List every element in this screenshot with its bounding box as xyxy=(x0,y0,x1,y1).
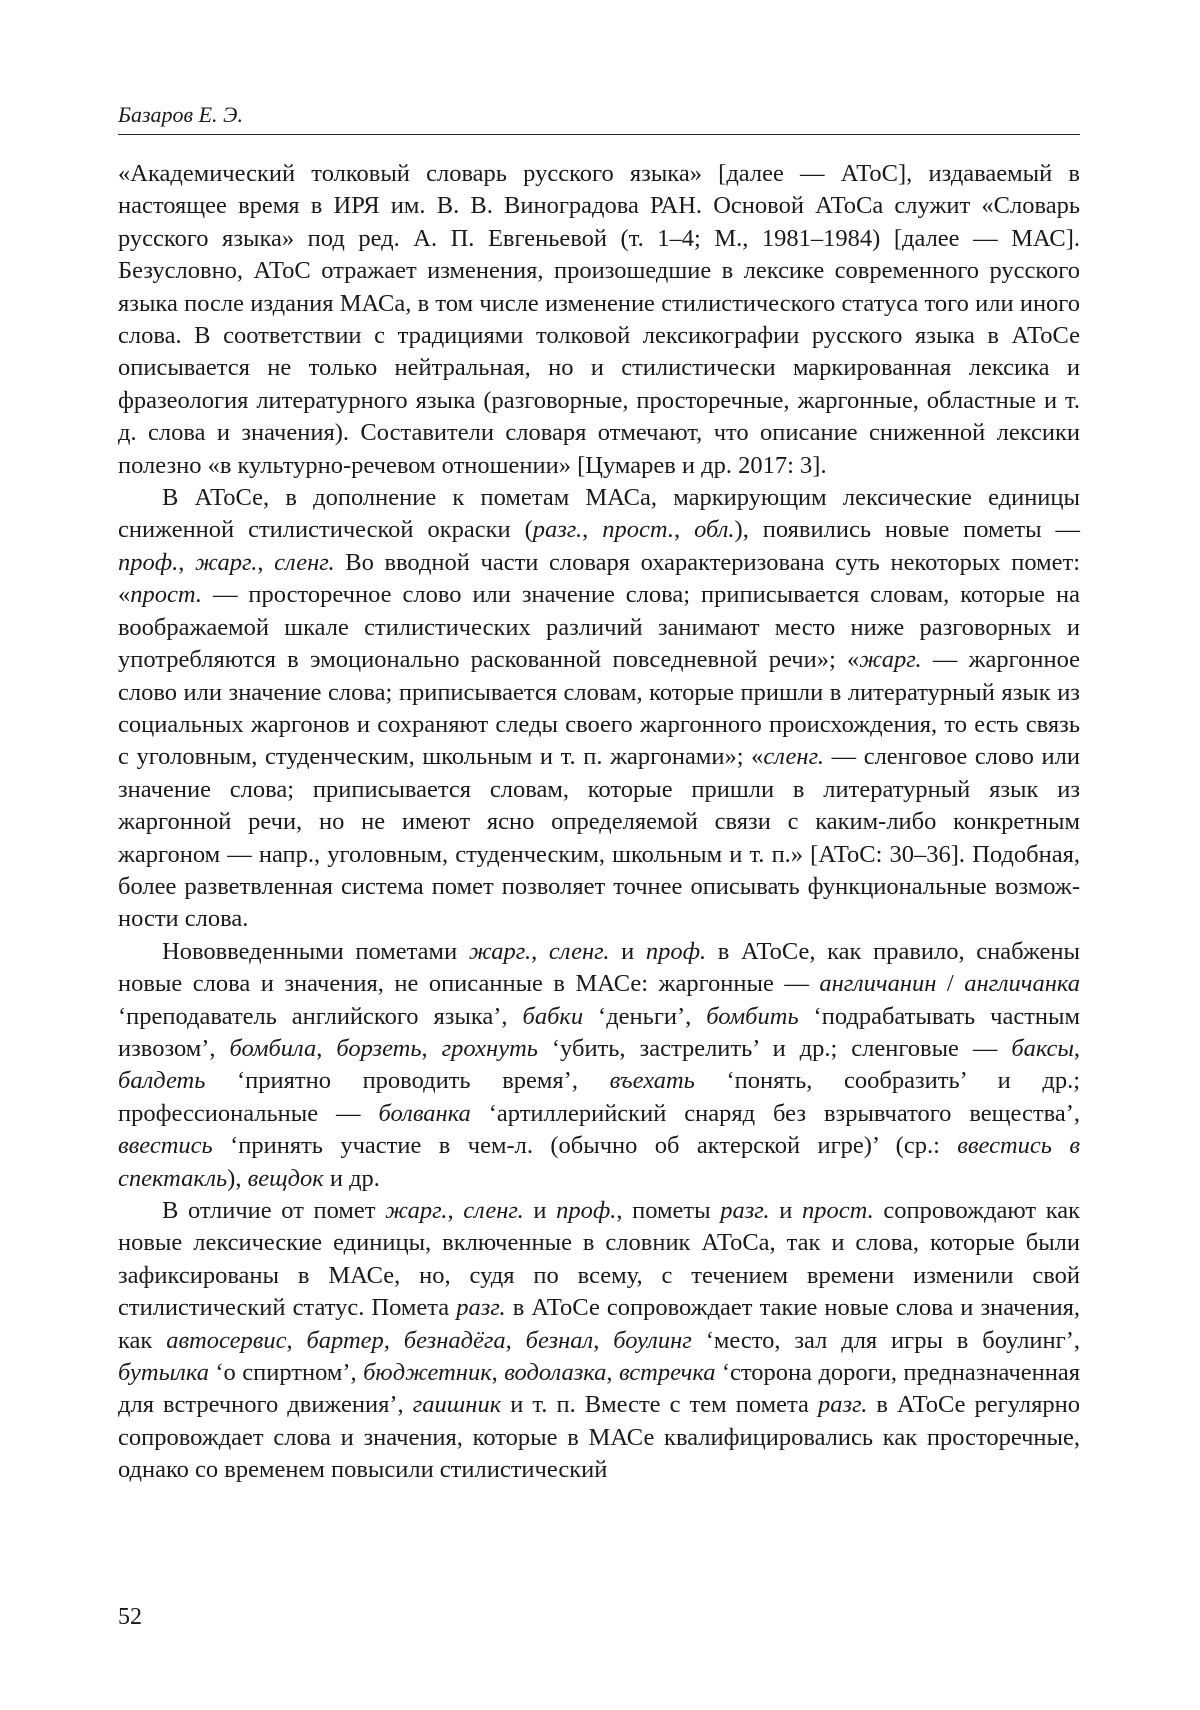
paragraph xyxy=(118,482,1080,936)
text-run: ‘преподаватель английского языка’, xyxy=(118,1002,523,1030)
text-run: , xyxy=(447,1197,464,1224)
text-run: ‘деньги’, xyxy=(583,1002,707,1030)
running-head: Базаров Е. Э. xyxy=(118,102,243,127)
text-run: , xyxy=(531,937,549,965)
text-run: и xyxy=(769,1197,802,1224)
italic-term: жарг. xyxy=(385,1197,448,1224)
text-run: / xyxy=(936,970,965,998)
italic-term: водолазка xyxy=(504,1359,607,1387)
italic-term: прост. xyxy=(801,1197,874,1224)
italic-term: бабки xyxy=(522,1002,584,1030)
italic-term: англичанка xyxy=(964,970,1080,998)
text-run: и др. xyxy=(323,1164,380,1192)
italic-term: бомбила xyxy=(229,1034,317,1062)
text-run: , xyxy=(178,548,196,576)
italic-term: въехать xyxy=(609,1067,695,1095)
italic-term: автосервис xyxy=(166,1326,287,1354)
italic-term: разг. xyxy=(532,516,583,544)
page-number: 52 xyxy=(118,1604,142,1630)
text-run: ‘принять участие в чем-л. (обычно об актерской игре)’ (ср.: xyxy=(212,1132,958,1160)
italic-term: сленг. xyxy=(548,937,610,965)
text-run: в АТоСе, как правило, снабжены новые слова и значения, не описанные в МАСе: жаргонные — xyxy=(118,937,1080,998)
text-run: «Академический толковый словарь русского языка» [далее — АТоС], издаваемый в настоящее время в ИРЯ им. В. В. Виноградова РАН. Основой АТоСа служит «Словарь русского языка» под ред. А. П. Евгеньевой (т. 1–4; М., 1981–1984) [далее — МАС]. Безусловно, АТоС отражает изменения, произошедшие в лексике современного русского языка после издания МАСа, в том числе изменение стилистического статуса того или иного слова. В соответствии с традициями толковой лексикографии русского языка в АТоСе описывается не только нейтральная, но и стилистически маркированная лексика и фразеология литературного языка (разговорные, просторечные, жаргонные, областные и т. д. слова и значения). Составители словаря отмечают, что описание сниженной лексики полезно «в культурно-речевом отношении» [Цумарев и др. 2017: 3]. xyxy=(118,160,1080,479)
italic-term: баксы xyxy=(1011,1034,1074,1062)
italic-term: сленг. xyxy=(274,548,335,576)
italic-term: ввестись xyxy=(118,1132,213,1160)
text-run: , xyxy=(582,516,603,544)
text-run: ), появились новые пометы — xyxy=(734,516,1081,544)
text-run: сопровождают как новые лексические единицы, включенные в словник АТоСа, так и слова, которые были зафиксированы в МАСе, но, судя по всему, с течением времени изменили свой стилистический статус. Помета xyxy=(118,1197,1081,1322)
italic-term: сленг. xyxy=(463,1197,524,1224)
text-run: Во вводной части словаря охарактеризована суть некоторых помет: « xyxy=(118,548,1081,609)
text-run: и xyxy=(609,937,646,965)
body-text xyxy=(118,158,1080,1487)
text-run: , xyxy=(286,1326,307,1354)
italic-term: грохнуть xyxy=(441,1034,538,1062)
text-run: ‘о спиртном’, xyxy=(208,1359,364,1387)
italic-term: жарг. xyxy=(195,548,258,576)
italic-term: англичанин xyxy=(819,970,937,998)
text-run: В отличие от помет xyxy=(162,1197,386,1224)
italic-term: бомбить xyxy=(706,1002,799,1030)
italic-term: разг. xyxy=(817,1391,868,1419)
italic-term: бартер, безнадёга, безнал xyxy=(306,1326,594,1354)
italic-term: проф. xyxy=(118,548,179,576)
italic-term: разг. xyxy=(720,1197,770,1224)
text-run: , xyxy=(257,548,275,576)
text-run: ‘приятно проводить время’, xyxy=(205,1067,610,1095)
text-run: ‘артиллерийский снаряд без взрывчатого вещества’, xyxy=(470,1099,1080,1127)
text-run: , xyxy=(606,1359,619,1387)
text-run: в АТоСе сопровождает такие новые слова и значения, как xyxy=(118,1294,1080,1354)
italic-term: прост. xyxy=(130,581,202,609)
text-run: — сленговое слово или значение слова; приписывается словам, которые пришли в литературный язык из жаргонной речи, но не имеют ясно определяемой связи с каким-либо конкретным жаргоном — напр., уголовным, студенческим, школьным и т. п.» [АТоС: 30–36]. Подобная, более разветвленная система помет позволяет точнее описывать функциональные возможности слова. xyxy=(118,743,1080,933)
text-run: В АТоСе, в дополнение к пометам МАСа, маркирующим лексические единицы сниженной стилистической окраски ( xyxy=(118,484,1080,544)
text-run: ), xyxy=(227,1164,248,1192)
italic-term: бюджетник xyxy=(363,1359,492,1387)
italic-term: проф. xyxy=(645,937,707,965)
paragraph xyxy=(118,1195,1080,1487)
text-run: ‘понять, сообразить’ и др.; профессиональные — xyxy=(118,1067,1081,1127)
italic-term: ввестись в спектакль xyxy=(118,1132,1080,1192)
text-run: Нововведенными пометами xyxy=(162,937,469,965)
italic-term: встречка xyxy=(618,1359,716,1387)
italic-term: обл. xyxy=(694,516,735,544)
italic-term: гаишник xyxy=(412,1391,502,1419)
italic-term: сленг. xyxy=(763,743,824,771)
text-run: и т. п. Вместе с тем помета xyxy=(501,1391,818,1419)
text-run: — просторечное слово или значение слова; приписывается словам, которые на воображаемой шкале стилистических различий занимают место ниже разговорных и употребляются в эмоционально раскованной повседневной речи»; « xyxy=(118,581,1080,674)
italic-term: жарг. xyxy=(468,937,532,965)
text-run: , xyxy=(593,1326,614,1354)
text-run: , xyxy=(491,1359,505,1387)
italic-term: жарг. xyxy=(859,646,922,674)
text-run: — жаргонное слово или значение слова; приписывается словам, которые пришли в литературный язык из социальных жаргонов и сохраняют следы своего жаргонного происхождения, то есть связь с уголовным, студенческим, школьным и т. п. жаргонами»; « xyxy=(118,646,1080,771)
italic-term: боулинг xyxy=(613,1326,692,1354)
italic-term: балдеть xyxy=(118,1067,206,1095)
italic-term: борзеть xyxy=(336,1034,422,1062)
text-run: , xyxy=(421,1034,442,1062)
text-run: , xyxy=(1073,1034,1081,1062)
italic-term: вещдок xyxy=(247,1164,324,1192)
paragraph xyxy=(118,158,1080,482)
text-run: ‘сторона дороги, предназначенная для встречного движения’, xyxy=(118,1359,1081,1419)
italic-term: прост. xyxy=(602,516,674,544)
text-run: , пометы xyxy=(616,1197,721,1224)
italic-term: бутылка xyxy=(118,1359,209,1387)
text-run: , xyxy=(674,516,695,544)
italic-term: проф. xyxy=(556,1197,617,1224)
italic-term: разг. xyxy=(456,1294,506,1322)
text-run: в АТоСе регулярно сопровождает слова и значения, которые в МАСе квалифицировались как просторечные, однако со временем повысили стилистический xyxy=(118,1391,1081,1484)
italic-term: болванка xyxy=(378,1099,471,1127)
text-run: ‘место, зал для игры в боулинг’, xyxy=(691,1326,1080,1354)
header-rule xyxy=(118,134,1080,135)
text-run: ‘подрабатывать частным извозом’, xyxy=(118,1002,1080,1062)
text-run: ‘убить, застрелить’ и др.; сленговые — xyxy=(537,1034,1012,1062)
paragraph xyxy=(118,936,1080,1195)
text-run: и xyxy=(523,1197,557,1224)
text-run: , xyxy=(316,1034,337,1062)
